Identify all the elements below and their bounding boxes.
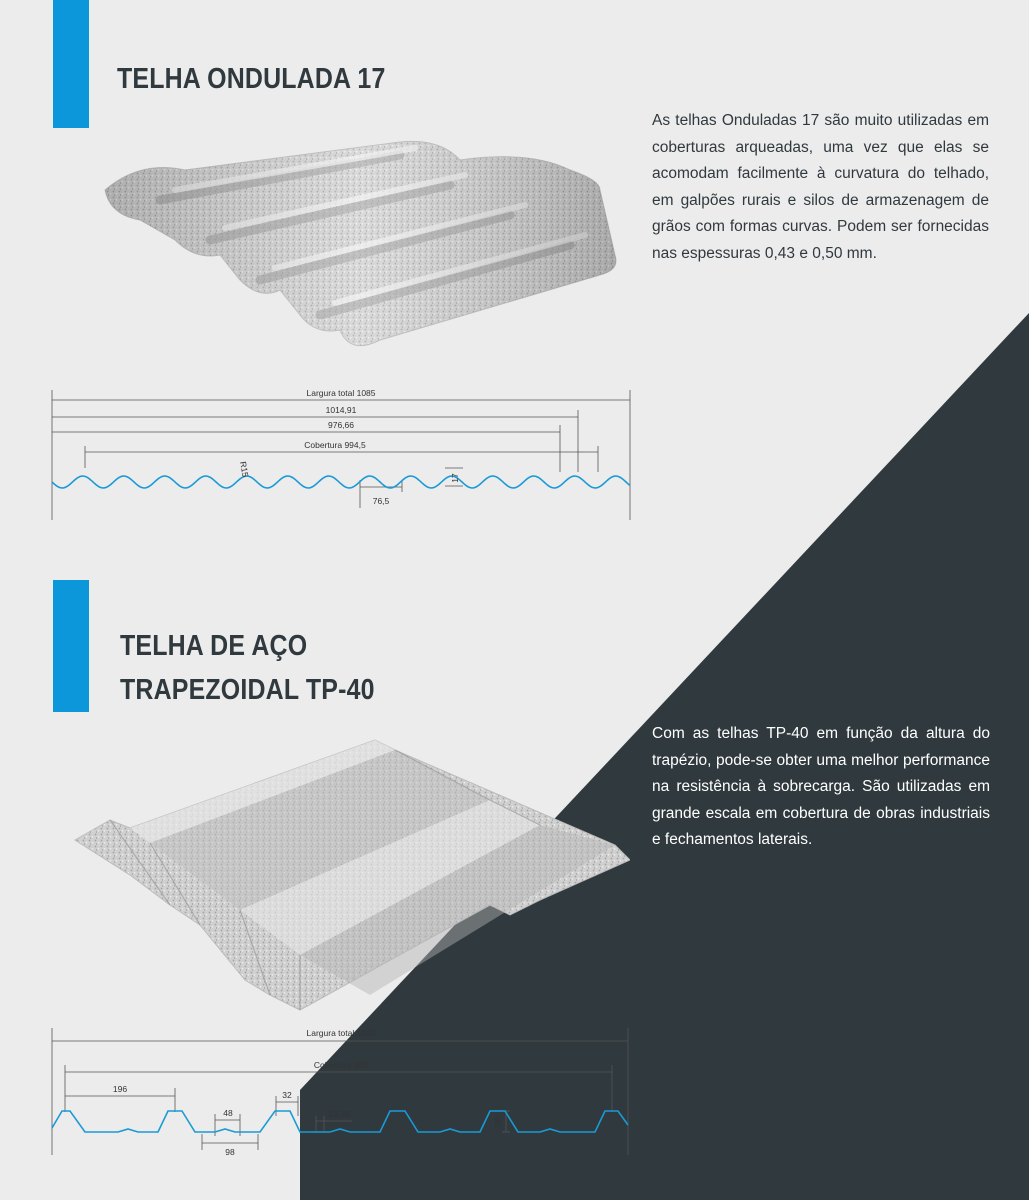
section-1-description: As telhas Onduladas 17 são muito utilizadas em coberturas arqueadas, uma vez que elas se acomodam facilmente à curvatura do telhado, em galpões rurais e silos de armazenagem de grãos com formas curvas. Podem ser fornecidas nas espessuras 0,43 e 0,50 mm. (652, 112, 989, 262)
section-2-description: Com as telhas TP-40 em função da altura do trapézio, pode-se obter uma melhor performance na resistência à sobrecarga. São utilizadas em grande escala em cobertura de obras industriais e fechamentos laterais. (652, 725, 990, 848)
dim-cobertura-2: Cobertura 980 (313, 1060, 369, 1070)
dim-pitch: 76,5 (372, 496, 390, 506)
section-2-title-line-1: TELHA DE AÇO (120, 630, 308, 662)
dim-196: 196 (112, 1084, 128, 1094)
dim-1014: 1014,91 (325, 405, 357, 415)
trapezoidal-profile-diagram (40, 1020, 640, 1170)
section-1-title: TELHA ONDULADA 17 (117, 63, 386, 95)
section-2-accent-bar (53, 580, 89, 712)
dim-976: 976,66 (328, 420, 354, 430)
section-2-title-line-2: TRAPEZOIDAL TP-40 (120, 674, 375, 706)
dim-radius: R15 (238, 460, 251, 478)
dim-2338: 23,38 (328, 1109, 350, 1119)
corrugated-wave-profile (52, 476, 630, 488)
dim-largura-total-2: Largura total 1032 (306, 1028, 376, 1038)
dim-largura-total: Largura total 1085 (306, 388, 376, 398)
corrugated-profile-diagram (40, 380, 640, 525)
trapezoidal-tile-image (70, 725, 630, 1020)
dim-cobertura: Cobertura 994,5 (304, 440, 366, 450)
dim-98: 98 (225, 1147, 235, 1157)
dim-48: 48 (223, 1108, 233, 1118)
dim-32: 32 (282, 1090, 292, 1100)
corrugated-tile-image (100, 130, 640, 360)
dim-height: 17 (450, 473, 460, 483)
dim-36: 36 (493, 1117, 503, 1127)
section-1-accent-bar (53, 0, 89, 128)
